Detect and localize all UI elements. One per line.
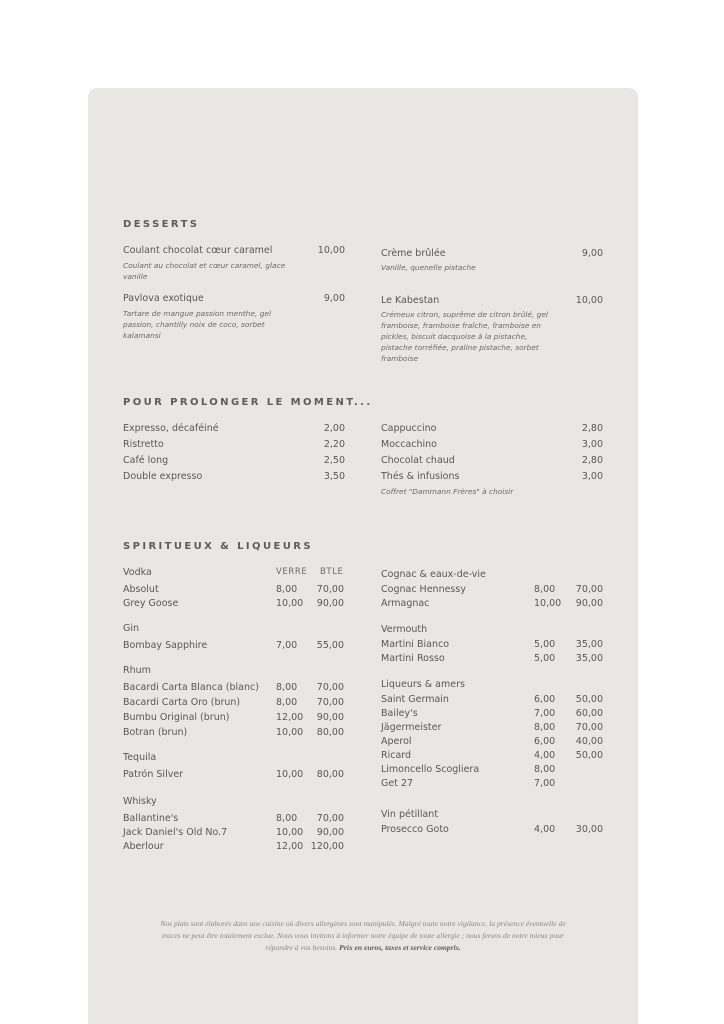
spirit-name: Botran (brun) bbox=[123, 727, 188, 738]
spirit-name: Jack Daniel's Old No.7 bbox=[123, 827, 228, 838]
section-title-spiritueux: SPIRITUEUX & LIQUEURS bbox=[123, 541, 313, 552]
spirit-category: Gin bbox=[123, 623, 140, 634]
spirit-name: Aberlour bbox=[123, 841, 164, 852]
spirit-name: Saint Germain bbox=[381, 694, 449, 705]
spirit-name: Ballantine's bbox=[123, 813, 179, 824]
spirit-price-btle: 60,00 bbox=[575, 708, 603, 719]
item-name: Café long bbox=[123, 455, 169, 466]
coffee-row bbox=[123, 471, 345, 485]
spirit-price-btle: 70,00 bbox=[316, 697, 344, 708]
spirit-price-btle: 80,00 bbox=[316, 727, 344, 738]
spirit-price-btle: 35,00 bbox=[575, 653, 603, 664]
column-header-btle: BTLE bbox=[320, 567, 344, 577]
spirit-name: Bumbu Original (brun) bbox=[123, 712, 230, 723]
coffee-row bbox=[123, 455, 345, 469]
spirit-category: Vodka bbox=[123, 567, 152, 578]
spirit-price-btle: 90,00 bbox=[316, 598, 344, 609]
spirit-price-verre: 10,00 bbox=[276, 827, 304, 838]
spirit-name: Ricard bbox=[381, 750, 412, 761]
allergen-notice bbox=[128, 918, 598, 954]
coffee-row bbox=[381, 471, 603, 485]
item-name: Ristretto bbox=[123, 439, 164, 450]
spirit-category: Vermouth bbox=[381, 624, 428, 635]
coffee-row bbox=[123, 439, 345, 453]
column-header-verre: VERRE bbox=[276, 567, 308, 577]
spirit-price-verre: 10,00 bbox=[276, 769, 304, 780]
item-price: 3,50 bbox=[323, 471, 345, 482]
item-price: 2,00 bbox=[323, 423, 345, 434]
spirit-name: Martini Rosso bbox=[381, 653, 445, 664]
spirit-name: Aperol bbox=[381, 736, 412, 747]
item-name: Expresso, décaféiné bbox=[123, 423, 219, 434]
dessert-price: 10,00 bbox=[317, 245, 345, 256]
item-name: Cappuccino bbox=[381, 423, 437, 434]
tea-note: Coffret "Dammann Frères" à choisir bbox=[381, 487, 514, 496]
spirit-price-btle: 50,00 bbox=[575, 750, 603, 761]
spirit-price-verre: 6,00 bbox=[534, 736, 556, 747]
spirit-price-verre: 7,00 bbox=[534, 778, 556, 789]
spirit-price-btle: 70,00 bbox=[316, 682, 344, 693]
spirit-price-verre: 10,00 bbox=[276, 727, 304, 738]
item-price: 2,80 bbox=[581, 455, 603, 466]
spirit-name: Grey Goose bbox=[123, 598, 179, 609]
item-price: 3,00 bbox=[581, 471, 603, 482]
dessert-name: Crème brûlée bbox=[381, 248, 446, 259]
spirit-price-verre: 8,00 bbox=[276, 682, 298, 693]
spirit-name: Bacardi Carta Blanca (blanc) bbox=[123, 682, 259, 693]
dessert-name: Le Kabestan bbox=[381, 295, 440, 306]
item-name: Double expresso bbox=[123, 471, 203, 482]
spirit-price-btle: 70,00 bbox=[575, 722, 603, 733]
spirit-price-verre: 7,00 bbox=[534, 708, 556, 719]
item-price: 3,00 bbox=[581, 439, 603, 450]
spirit-price-btle: 80,00 bbox=[316, 769, 344, 780]
spirit-price-verre: 10,00 bbox=[534, 598, 562, 609]
spirit-price-btle: 70,00 bbox=[316, 813, 344, 824]
dessert-name: Coulant chocolat cœur caramel bbox=[123, 245, 273, 256]
spirit-price-verre: 8,00 bbox=[276, 584, 298, 595]
spirit-price-verre: 7,00 bbox=[276, 640, 298, 651]
item-name: Moccachino bbox=[381, 439, 437, 450]
notice-line: traces ne peut être totalement exclue. Nous vous invitons à informer notre équipe de toute allergie ; nous ferons de notre mieux pour bbox=[161, 931, 565, 940]
spirit-name: Prosecco Goto bbox=[381, 824, 449, 835]
spirit-price-btle: 90,00 bbox=[316, 827, 344, 838]
spirit-name: Patrón Silver bbox=[123, 769, 184, 780]
coffee-row bbox=[381, 439, 603, 453]
notice-line bbox=[128, 942, 598, 954]
spirit-name: Armagnac bbox=[381, 598, 430, 609]
spirit-name: Cognac Hennessy bbox=[381, 584, 466, 595]
coffee-row bbox=[381, 423, 603, 437]
spirit-name: Limoncello Scogliera bbox=[381, 764, 480, 775]
notice-text: répondre à vos besoins. bbox=[265, 943, 338, 952]
item-price: 2,50 bbox=[323, 455, 345, 466]
spirit-price-verre: 8,00 bbox=[534, 584, 556, 595]
spirit-price-btle: 30,00 bbox=[575, 824, 603, 835]
coffee-row bbox=[381, 455, 603, 469]
dessert-price: 10,00 bbox=[575, 295, 603, 306]
spirit-name: Get 27 bbox=[381, 778, 414, 789]
spirit-category: Rhum bbox=[123, 665, 151, 676]
spirit-price-btle: 90,00 bbox=[316, 712, 344, 723]
spirit-price-verre: 10,00 bbox=[276, 598, 304, 609]
spirit-price-verre: 5,00 bbox=[534, 653, 556, 664]
spirit-name: Bailey's bbox=[381, 708, 418, 719]
item-name: Chocolat chaud bbox=[381, 455, 455, 466]
dessert-description: Coulant au chocolat et cœur caramel, glace vanille bbox=[123, 261, 286, 281]
spirit-price-verre: 12,00 bbox=[276, 712, 304, 723]
spirit-name: Absolut bbox=[123, 584, 159, 595]
dessert-price: 9,00 bbox=[323, 293, 345, 304]
spirit-price-btle: 70,00 bbox=[575, 584, 603, 595]
spirit-price-verre: 8,00 bbox=[534, 722, 556, 733]
spirit-price-btle: 40,00 bbox=[575, 736, 603, 747]
spirit-price-btle: 35,00 bbox=[575, 639, 603, 650]
spirit-price-verre: 4,00 bbox=[534, 750, 556, 761]
spirit-category: Tequila bbox=[123, 752, 157, 763]
dessert-description: Crémeux citron, suprême de citron brûlé, gel framboise, framboise fraîche, framboise en pickles, biscuit dacquoise à la pistache, pistache torréfiée, praline pistache, sorbet framboise bbox=[381, 310, 548, 363]
notice-line: Nos plats sont élaborés dans une cuisine où divers allergènes sont manipulés. Malgré toute notre vigilance, la présence éventuelle de bbox=[160, 919, 566, 928]
section-title-desserts: DESSERTS bbox=[123, 219, 200, 230]
spirit-category: Whisky bbox=[123, 796, 157, 807]
item-price: 2,80 bbox=[581, 423, 603, 434]
spirit-name: Bacardi Carta Oro (brun) bbox=[123, 697, 241, 708]
item-name: Thés & infusions bbox=[381, 471, 460, 482]
spirit-price-verre: 12,00 bbox=[276, 841, 304, 852]
item-price: 2,20 bbox=[323, 439, 345, 450]
spirit-name: Martini Bianco bbox=[381, 639, 450, 650]
spirit-name: Jägermeister bbox=[381, 722, 442, 733]
dessert-description: Vanille, quenelle pistache bbox=[381, 263, 476, 272]
spirit-price-btle: 120,00 bbox=[310, 841, 344, 852]
dessert-name: Pavlova exotique bbox=[123, 293, 204, 304]
coffee-row bbox=[123, 423, 345, 437]
section-title-prolonger: POUR PROLONGER LE MOMENT... bbox=[123, 397, 373, 408]
spirit-price-verre: 8,00 bbox=[534, 764, 556, 775]
spirit-price-btle: 70,00 bbox=[316, 584, 344, 595]
spirit-price-verre: 8,00 bbox=[276, 813, 298, 824]
spirit-price-verre: 5,00 bbox=[534, 639, 556, 650]
spirit-price-verre: 8,00 bbox=[276, 697, 298, 708]
spirit-price-btle: 55,00 bbox=[316, 640, 344, 651]
dessert-description: Tartare de mangue passion menthe, gel passion, chantilly noix de coco, sorbet kalamansi bbox=[123, 309, 272, 340]
price-notice: Prix en euros, taxes et service compris. bbox=[339, 943, 461, 952]
spirit-price-btle: 90,00 bbox=[575, 598, 603, 609]
spirit-category: Liqueurs & amers bbox=[381, 679, 465, 690]
spirit-price-verre: 4,00 bbox=[534, 824, 556, 835]
spirit-category: Vin pétillant bbox=[381, 809, 439, 820]
spirit-name: Bombay Sapphire bbox=[123, 640, 208, 651]
spirit-category: Cognac & eaux-de-vie bbox=[381, 569, 486, 580]
dessert-price: 9,00 bbox=[581, 248, 603, 259]
spirit-price-btle: 50,00 bbox=[575, 694, 603, 705]
spirit-price-verre: 6,00 bbox=[534, 694, 556, 705]
